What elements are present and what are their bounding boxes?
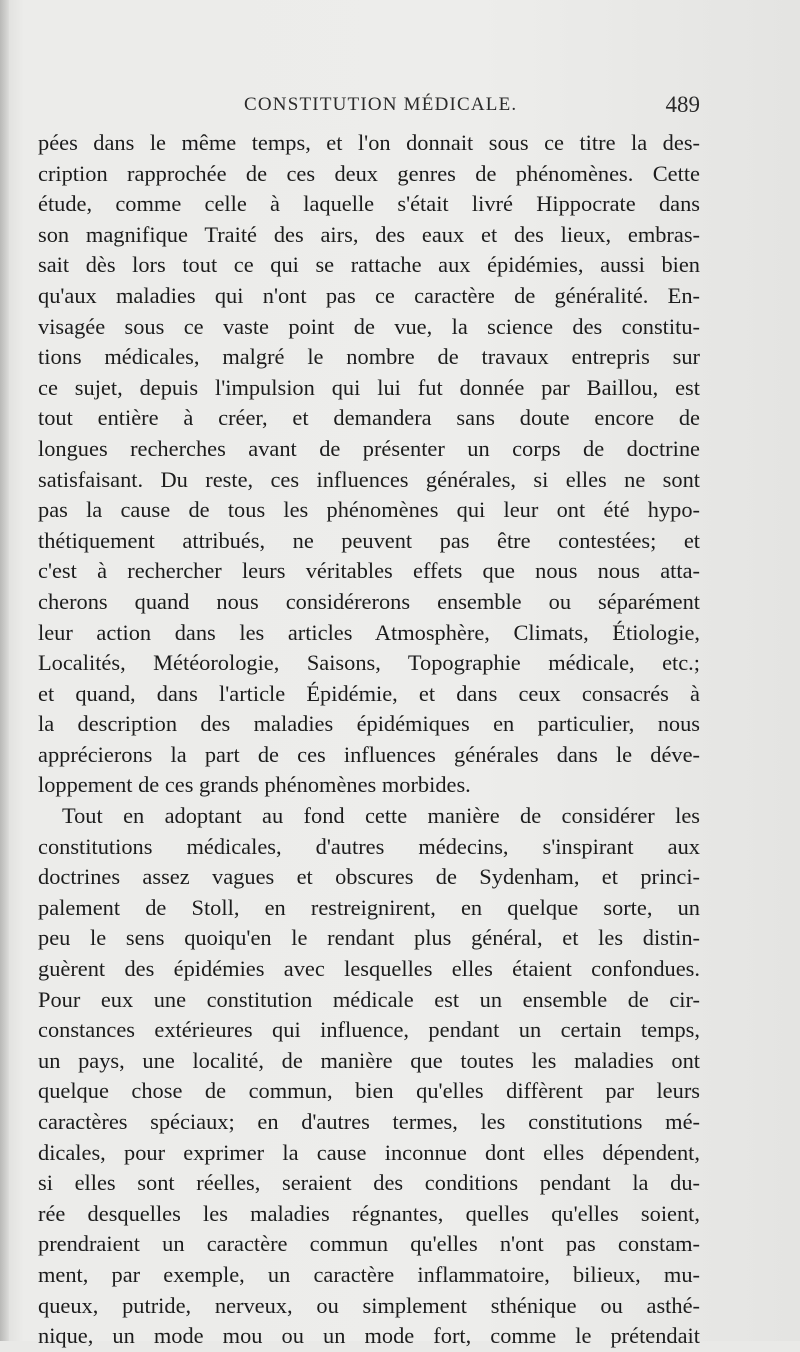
text-line: son magnifique Traité des airs, des eaux et des lieux, embras- [38, 221, 700, 247]
text-line: doctrines assez vagues et obscures de Sydenham, et princi- [38, 864, 700, 890]
text-line: Localités, Météorologie, Saisons, Topographie médicale, etc.; [38, 650, 700, 676]
text-line: ment, par exemple, un caractère inflammatoire, bilieux, mu- [38, 1261, 700, 1287]
text-line: palement de Stoll, en restreignirent, en quelque sorte, un [38, 894, 700, 920]
text-line: Tout en adoptant au fond cette manière de considérer les [62, 803, 700, 829]
text-line: un pays, une localité, de manière que toutes les maladies ont [38, 1047, 700, 1073]
text-line: pas la cause de tous les phénomènes qui leur ont été hypo- [38, 497, 700, 523]
text-line: la description des maladies épidémiques en particulier, nous [38, 711, 700, 737]
text-line: prendraient un caractère commun qu'elles n'ont pas constam- [38, 1231, 700, 1257]
text-line: apprécierons la part de ces influences générales dans le déve- [38, 741, 700, 767]
running-title: CONSTITUTION MÉDICALE. [244, 94, 518, 115]
paragraph-1 [38, 128, 700, 801]
text-line: sait dès lors tout ce qui se rattache aux épidémies, aussi bien [38, 252, 700, 278]
text-line: guèrent des épidémies avec lesquelles elles étaient confondues. [38, 956, 700, 982]
text-line: quelque chose de commun, bien qu'elles diffèrent par leurs [38, 1078, 700, 1104]
text-line: loppement de ces grands phénomènes morbides. [38, 772, 471, 798]
text-line: ce sujet, depuis l'impulsion qui lui fut donnée par Baillou, est [38, 374, 700, 400]
text-line: satisfaisant. Du reste, ces influences générales, si elles ne sont [38, 466, 700, 492]
text-line: dicales, pour exprimer la cause inconnue dont elles dépendent, [38, 1139, 700, 1165]
text-line: tout entière à créer, et demandera sans doute encore de [38, 405, 700, 431]
paragraph-2 [38, 801, 700, 1352]
text-line: pées dans le même temps, et l'on donnait sous ce titre la des- [38, 130, 700, 155]
text-line: tions médicales, malgré le nombre de travaux entrepris sur [38, 344, 700, 370]
text-line: caractères spéciaux; en d'autres termes, les constitutions mé- [38, 1109, 700, 1134]
text-line: si elles sont réelles, seraient des conditions pendant la du- [38, 1170, 700, 1196]
text-line: qu'aux maladies qui n'ont pas ce caractère de généralité. En- [38, 282, 700, 308]
text-line: Pour eux une constitution médicale est un ensemble de cir- [38, 986, 700, 1012]
page-number: 489 [665, 92, 700, 117]
text-line: constances extérieures qui influence, pendant un certain temps, [38, 1017, 700, 1043]
text-line: constitutions médicales, d'autres médecins, s'inspirant aux [38, 833, 700, 859]
text-line: étude, comme celle à laquelle s'était livré Hippocrate dans [38, 191, 700, 217]
text-line: nique, un mode mou ou un mode fort, comme le prétendait [38, 1323, 700, 1349]
page-gutter-shadow [0, 0, 9, 1341]
text-line: visagée sous ce vaste point de vue, la science des constitu- [38, 313, 700, 339]
text-line: cherons quand nous considérerons ensemble ou séparément [38, 588, 700, 614]
text-line: queux, putride, nerveux, ou simplement sthénique ou asthé- [38, 1292, 700, 1318]
text-line: thétiquement attribués, ne peuvent pas être contestées; et [38, 527, 700, 553]
page-header [38, 94, 700, 120]
text-line: c'est à rechercher leurs véritables effets que nous nous atta- [38, 558, 700, 584]
text-line: peu le sens quoiqu'en le rendant plus général, et les distin- [38, 925, 700, 951]
text-line: longues recherches avant de présenter un corps de doctrine [38, 435, 700, 461]
text-line: et quand, dans l'article Épidémie, et dans ceux consacrés à [38, 680, 700, 706]
text-line: rée desquelles les maladies régnantes, quelles qu'elles soient, [38, 1200, 700, 1226]
body-text [38, 128, 700, 1352]
text-line: cription rapprochée de ces deux genres de phénomènes. Cette [38, 160, 700, 186]
text-line: leur action dans les articles Atmosphère, Climats, Étiologie, [38, 619, 700, 645]
